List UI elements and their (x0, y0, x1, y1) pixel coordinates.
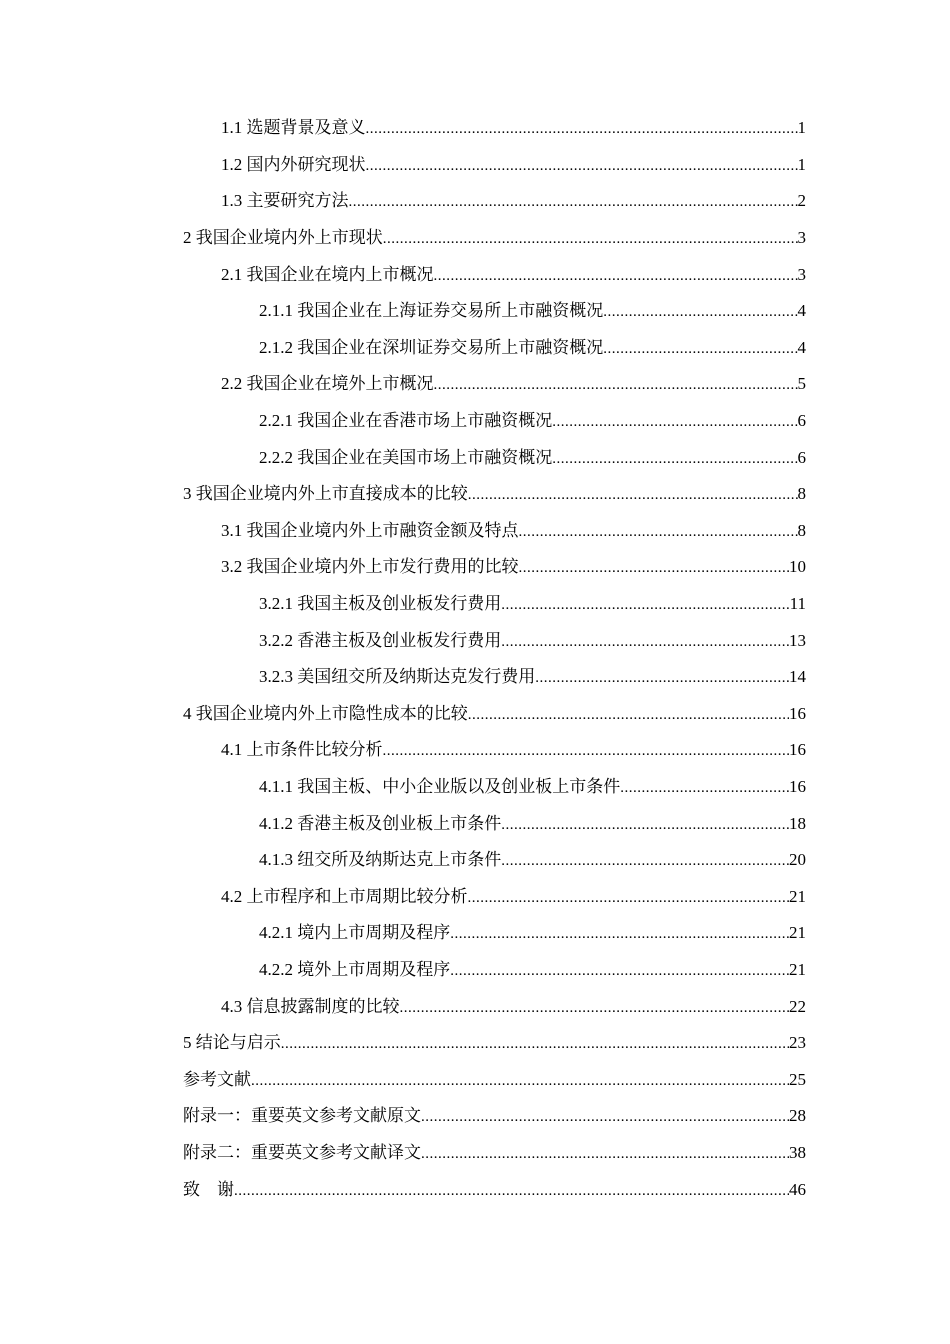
toc-entry-title: 4.2.1 境内上市周期及程序 (259, 923, 451, 943)
toc-entry-page-number: 10 (789, 557, 806, 577)
toc-entry-title: 2.2.2 我国企业在美国市场上市融资概况 (259, 447, 553, 467)
toc-entry-title: 1.2 国内外研究现状 (221, 154, 366, 174)
toc-entry-title: 2.1.1 我国企业在上海证券交易所上市融资概况 (259, 301, 604, 321)
toc-entry-title: 附录一：重要英文参考文献原文 (183, 1106, 421, 1126)
toc-entry-page-number: 14 (789, 667, 806, 687)
toc-entry-page-number: 3 (797, 228, 806, 248)
toc-entry[interactable] (0, 293, 950, 330)
toc-dot-leader (450, 923, 789, 943)
toc-entry[interactable] (0, 110, 950, 147)
toc-entry-page-number: 8 (797, 484, 806, 504)
toc-entry-page-number: 1 (797, 118, 806, 138)
toc-entry-title: 4.1.3 纽交所及纳斯达克上市条件 (259, 850, 502, 870)
toc-entry-page-number: 28 (789, 1106, 806, 1126)
toc-entry[interactable] (0, 915, 950, 952)
toc-entry[interactable] (0, 220, 950, 257)
toc-entry-title: 2 我国企业境内外上市现状 (183, 228, 383, 248)
toc-entry-page-number: 38 (789, 1142, 806, 1162)
toc-entry[interactable] (0, 1025, 950, 1062)
toc-entry-title: 4.1 上市条件比较分析 (221, 740, 383, 760)
toc-entry-title: 4.3 信息披露制度的比较 (221, 996, 400, 1016)
toc-entry-page-number: 22 (789, 996, 806, 1016)
toc-entry[interactable] (0, 1098, 950, 1135)
toc-entry[interactable] (0, 769, 950, 806)
toc-dot-leader (251, 1070, 789, 1090)
toc-dot-leader (603, 301, 797, 321)
toc-entry-page-number: 23 (789, 1033, 806, 1053)
toc-entry-page-number: 4 (797, 337, 806, 357)
toc-dot-leader (501, 631, 789, 651)
toc-dot-leader (501, 594, 789, 614)
toc-entry-title: 4.2 上市程序和上市周期比较分析 (221, 886, 468, 906)
toc-entry[interactable] (0, 988, 950, 1025)
toc-entry-page-number: 11 (789, 594, 806, 614)
toc-entry-title: 致 谢 (183, 1179, 234, 1199)
toc-entry-title: 4.1.1 我国主板、中小企业版以及创业板上市条件 (259, 776, 621, 796)
toc-entry[interactable] (0, 330, 950, 367)
toc-entry[interactable] (0, 622, 950, 659)
toc-entry[interactable] (0, 952, 950, 989)
toc-entry-title: 3.2.1 我国主板及创业板发行费用 (259, 594, 502, 614)
toc-dot-leader (519, 521, 798, 541)
toc-entry-page-number: 4 (797, 301, 806, 321)
toc-dot-leader (468, 704, 789, 724)
toc-entry-page-number: 6 (797, 447, 806, 467)
toc-entry[interactable] (0, 256, 950, 293)
toc-entry-title: 2.2.1 我国企业在香港市场上市融资概况 (259, 411, 553, 431)
table-of-contents (0, 110, 950, 1208)
toc-dot-leader (349, 191, 798, 211)
toc-entry-page-number: 5 (797, 374, 806, 394)
toc-entry-title: 3.2.2 香港主板及创业板发行费用 (259, 630, 502, 650)
toc-dot-leader (366, 155, 798, 175)
toc-entry[interactable] (0, 696, 950, 733)
toc-dot-leader (552, 448, 797, 468)
toc-entry-title: 3.2.3 美国纽交所及纳斯达克发行费用 (259, 667, 536, 687)
toc-entry-page-number: 18 (789, 813, 806, 833)
toc-entry-page-number: 1 (797, 154, 806, 174)
toc-entry-title: 2.1 我国企业在境内上市概况 (221, 264, 434, 284)
toc-entry-page-number: 25 (789, 1069, 806, 1089)
toc-entry-title: 3 我国企业境内外上市直接成本的比较 (183, 484, 468, 504)
toc-entry-title: 4 我国企业境内外上市隐性成本的比较 (183, 703, 468, 723)
toc-dot-leader (366, 118, 798, 138)
toc-dot-leader (281, 1033, 789, 1053)
toc-dot-leader (519, 557, 790, 577)
toc-entry[interactable] (0, 183, 950, 220)
toc-entry[interactable] (0, 403, 950, 440)
toc-entry-title: 2.2 我国企业在境外上市概况 (221, 374, 434, 394)
toc-dot-leader (603, 338, 797, 358)
toc-entry-page-number: 2 (797, 191, 806, 211)
toc-entry-title: 4.2.2 境外上市周期及程序 (259, 959, 451, 979)
toc-entry-title: 5 结论与启示 (183, 1033, 281, 1053)
toc-dot-leader (383, 228, 798, 248)
toc-entry[interactable] (0, 366, 950, 403)
toc-dot-leader (535, 667, 789, 687)
toc-entry-page-number: 6 (797, 411, 806, 431)
toc-dot-leader (501, 850, 789, 870)
toc-entry-title: 4.1.2 香港主板及创业板上市条件 (259, 813, 502, 833)
toc-dot-leader (400, 997, 790, 1017)
toc-entry[interactable] (0, 805, 950, 842)
toc-entry-title: 1.3 主要研究方法 (221, 191, 349, 211)
toc-entry[interactable] (0, 586, 950, 623)
toc-entry-page-number: 16 (789, 703, 806, 723)
toc-entry-page-number: 46 (789, 1179, 806, 1199)
toc-dot-leader (468, 887, 790, 907)
toc-entry[interactable] (0, 1135, 950, 1172)
toc-entry-page-number: 16 (789, 740, 806, 760)
toc-dot-leader (434, 265, 798, 285)
toc-entry[interactable] (0, 659, 950, 696)
toc-entry-title: 2.1.2 我国企业在深圳证券交易所上市融资概况 (259, 337, 604, 357)
toc-entry-page-number: 13 (789, 630, 806, 650)
toc-entry[interactable] (0, 878, 950, 915)
toc-entry[interactable] (0, 476, 950, 513)
toc-entry-page-number: 21 (789, 923, 806, 943)
toc-entry-title: 3.1 我国企业境内外上市融资金额及特点 (221, 520, 519, 540)
toc-entry-title: 3.2 我国企业境内外上市发行费用的比较 (221, 557, 519, 577)
toc-dot-leader (620, 777, 789, 797)
toc-entry-page-number: 8 (797, 520, 806, 540)
toc-entry[interactable] (0, 439, 950, 476)
toc-dot-leader (468, 484, 798, 504)
toc-entry[interactable] (0, 147, 950, 184)
toc-entry-title: 参考文献 (183, 1069, 251, 1089)
toc-entry[interactable] (0, 842, 950, 879)
toc-entry[interactable] (0, 1171, 950, 1208)
toc-entry-title: 1.1 选题背景及意义 (221, 118, 366, 138)
toc-entry[interactable] (0, 549, 950, 586)
toc-entry[interactable] (0, 1061, 950, 1098)
toc-entry[interactable] (0, 513, 950, 550)
toc-entry-page-number: 21 (789, 886, 806, 906)
toc-dot-leader (501, 814, 789, 834)
toc-dot-leader (421, 1143, 789, 1163)
toc-dot-leader (434, 374, 798, 394)
toc-entry-page-number: 16 (789, 776, 806, 796)
toc-dot-leader (234, 1180, 789, 1200)
toc-entry-page-number: 3 (797, 264, 806, 284)
toc-dot-leader (383, 740, 790, 760)
toc-entry[interactable] (0, 732, 950, 769)
toc-dot-leader (552, 411, 797, 431)
toc-dot-leader (450, 960, 789, 980)
toc-dot-leader (421, 1106, 789, 1126)
toc-entry-page-number: 21 (789, 959, 806, 979)
toc-entry-page-number: 20 (789, 850, 806, 870)
toc-entry-title: 附录二：重要英文参考文献译文 (183, 1142, 421, 1162)
